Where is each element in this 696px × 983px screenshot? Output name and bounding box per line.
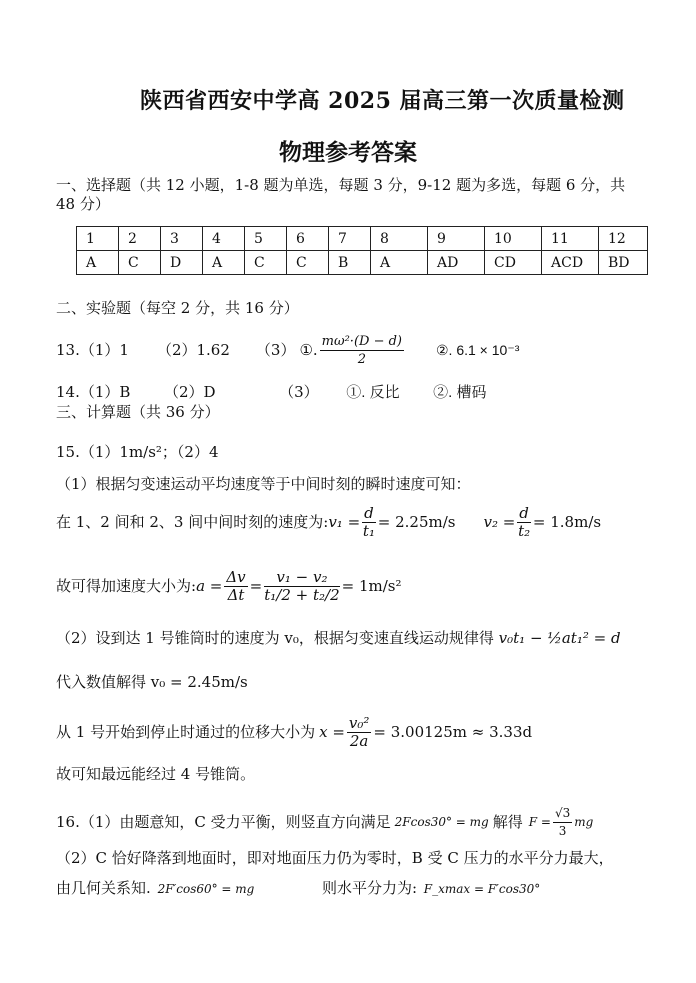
a-lhs: a =	[196, 577, 223, 595]
q16-line3-text: 由几何关系知.	[56, 879, 151, 897]
v2-den: t₂	[518, 521, 531, 540]
q13-part3: （3）	[255, 341, 296, 359]
table-cell: BD	[599, 251, 648, 275]
table-cell: 1	[77, 227, 119, 251]
q13-fraction	[320, 333, 404, 368]
table-cell: A	[77, 251, 119, 275]
v1-num: d	[364, 503, 374, 522]
q15-conclusion: 故可知最远能经过 4 号锥筒。	[56, 765, 256, 783]
q16-eq4: F_xmax = F′cos30°	[423, 882, 541, 896]
q16-line2: （2）C 恰好降落到地面时，即对地面压力仍为零时，B 受 C 压力的水平分力最大，	[56, 849, 614, 867]
q16-line1-mid: 解得	[492, 813, 523, 831]
q14-choice2: ②. 槽码	[433, 384, 487, 401]
table-cell: C	[287, 251, 329, 275]
a-rhs: = 1m/s²	[341, 577, 402, 595]
v2-num: d	[519, 503, 529, 522]
section1-heading-cont: 48 分）	[56, 195, 110, 213]
q13-choice1: ①.	[299, 341, 318, 359]
q15-step2-text: （2）设到达 1 号锥筒时的速度为 v₀，根据匀变速直线运动规律得	[56, 629, 494, 647]
table-cell: 9	[428, 227, 485, 251]
table-cell: 2	[119, 227, 161, 251]
v2-rhs: = 1.8m/s	[532, 513, 602, 531]
q14-line	[56, 382, 486, 403]
q15-velocity-text: 在 1、2 间和 2、3 间中间时刻的速度为:	[56, 513, 329, 531]
v2-lhs: v₂ =	[483, 513, 516, 531]
q14-choice1: ①. 反比	[346, 384, 400, 401]
q16-eq1: 2Fcos30° = mg	[394, 815, 489, 829]
q15-step1: （1）根据匀变速运动平均速度等于中间时刻的瞬时速度可知：	[56, 475, 471, 493]
table-cell: 8	[371, 227, 428, 251]
v1-rhs: = 2.25m/s	[377, 513, 456, 531]
table-cell: A	[371, 251, 428, 275]
table-cell: 10	[485, 227, 542, 251]
q13-fraction-den: 2	[357, 351, 366, 367]
q16-eq2-fraction	[553, 805, 572, 840]
a-fraction2	[264, 569, 339, 604]
v1-den: t₁	[362, 521, 375, 540]
q13-fraction-num: mω²·(D − d)	[321, 333, 402, 349]
q15-v0: 代入数值解得 v₀ = 2.45m/s	[56, 673, 248, 691]
section3-heading: 三、计算题（共 36 分）	[56, 403, 220, 421]
section1-heading: 一、选择题（共 12 小题，1-8 题为单选，每题 3 分，9-12 题为多选，每题 6 分，共	[56, 176, 626, 194]
q15-velocity-line	[56, 500, 601, 544]
q16-eq2-lhs: F =	[528, 815, 551, 829]
section2-heading: 二、实验题（每空 2 分，共 16 分）	[56, 299, 299, 317]
v1-lhs: v₁ =	[328, 513, 361, 531]
q16-line3-mid: 则水平分力为:	[321, 879, 417, 897]
table-cell: CD	[485, 251, 542, 275]
q13-part1: 13.（1）1	[56, 341, 129, 359]
answer-key-title: 物理参考答案	[279, 139, 417, 166]
q13-line	[56, 330, 519, 370]
a-f2-den: t₁/2 + t₂/2	[264, 585, 340, 604]
q16-line1	[56, 800, 593, 844]
table-cell: 11	[542, 227, 599, 251]
v2-fraction	[517, 505, 531, 540]
table-cell: 12	[599, 227, 648, 251]
a-f1-den: Δt	[227, 585, 245, 604]
table-cell: 5	[245, 227, 287, 251]
table-cell: AD	[428, 251, 485, 275]
q15-accel-line: 故可得加速度大小为: a = $\frac{\Delta v}{\Delta t}$ = $\frac{\text{v₁ − v₂}}{\text{t₁/2 + t₂/2}}$ = 1m/s²	[56, 567, 402, 604]
q16-eq2-num: √3	[553, 805, 572, 823]
table-cell: D	[161, 251, 203, 275]
a-fraction1	[224, 569, 247, 604]
q15-step2	[56, 628, 621, 648]
table-cell: 3	[161, 227, 203, 251]
q13-choice2: ②. 6.1 × 10⁻³	[436, 342, 520, 358]
q13-part2: （2）1.62	[156, 341, 230, 359]
q16-eq2-rhs: mg	[574, 815, 594, 829]
a-f2-num: v₁ − v₂	[264, 569, 339, 587]
table-cell: 6	[287, 227, 329, 251]
exam-title: 陕西省西安中学高 2025 届高三第一次质量检测	[140, 88, 625, 114]
answer-table	[76, 226, 648, 275]
q14-part3: （3）	[279, 383, 319, 401]
v1-fraction	[362, 505, 376, 540]
q16-line3	[56, 878, 540, 899]
table-row-answers	[77, 251, 648, 275]
table-cell: C	[245, 251, 287, 275]
q16-line1-text: 16.（1）由题意知，C 受力平衡，则竖直方向满足	[56, 813, 391, 831]
a-f1-num: Δv	[226, 567, 246, 586]
x-den: 2a	[349, 731, 369, 750]
x-fraction	[347, 715, 372, 750]
q14-part2: （2）D	[163, 383, 216, 401]
table-cell: C	[119, 251, 161, 275]
q15-displacement-text: 从 1 号开始到停止时通过的位移大小为	[56, 723, 316, 741]
table-cell: 4	[203, 227, 245, 251]
q14-part1: 14.（1）B	[56, 383, 131, 401]
q15-accel-text: 故可得加速度大小为:	[56, 577, 197, 595]
q15-answers: 15.（1）1m/s²；（2）4	[56, 443, 219, 461]
q16-eq3: 2F′cos60° = mg	[157, 882, 255, 896]
table-cell: A	[203, 251, 245, 275]
table-cell: 7	[329, 227, 371, 251]
table-cell: ACD	[542, 251, 599, 275]
q15-step2-eq: v₀t₁ − ½at₁² = d	[498, 629, 621, 647]
table-cell: B	[329, 251, 371, 275]
q15-displacement-line	[56, 710, 532, 754]
table-row-numbers	[77, 227, 648, 251]
x-num: v₀²	[348, 713, 370, 732]
q16-eq2-den: 3	[558, 823, 567, 838]
x-rhs: = 3.00125m ≈ 3.33d	[373, 723, 533, 741]
x-lhs: x =	[319, 723, 345, 741]
